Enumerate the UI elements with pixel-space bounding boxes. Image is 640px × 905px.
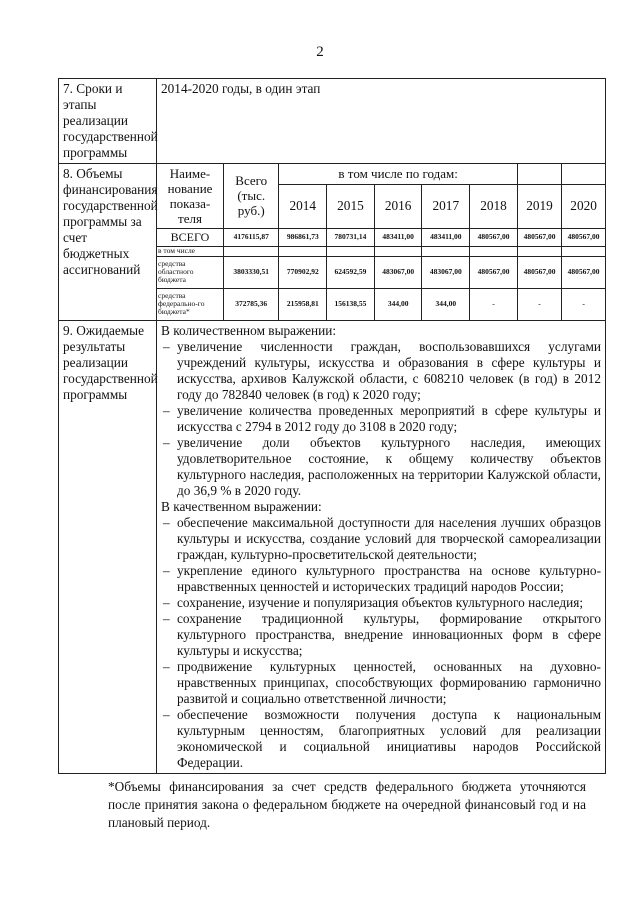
total-cell: 483411,00	[422, 228, 470, 246]
results-content	[157, 321, 606, 774]
list-item: – укрепление единого культурного пространства на основе культурно-нравственных ценностей и исторических традиций народов России;	[161, 563, 601, 595]
total-cell: 4176115,87	[224, 228, 279, 246]
regional-cell: 3803330,51	[224, 256, 279, 288]
federal-cell: 215958,81	[279, 288, 327, 320]
qualitative-heading: В качественном выражении:	[161, 499, 322, 514]
including-row	[157, 246, 605, 256]
regional-cell: 483067,00	[374, 256, 422, 288]
federal-cell: -	[517, 288, 561, 320]
year-header: 2015	[327, 184, 375, 228]
regional-cell: 480567,00	[562, 256, 605, 288]
regional-cell: 483067,00	[422, 256, 470, 288]
federal-cell: -	[470, 288, 518, 320]
list-item: – увеличение доли объектов культурного наследия, имеющих удовлетворительное состояние, к общему количеству объектов культурного наследия, расположенных на территории Калужской области, до 36,9 % в 2020 году.	[161, 435, 601, 499]
terms-row	[59, 79, 606, 164]
year-header: 2018	[470, 184, 518, 228]
list-item: – увеличение численности граждан, воспользовавшихся услугами учреждений культуры, искусства и образования в сфере культуры и искусства, архивов Калужской области, с 608210 человек (в год) в 2012 году до 782840 человек (в год) к 2020 году;	[161, 339, 601, 403]
federal-budget-row	[157, 288, 605, 320]
year-header: 2014	[279, 184, 327, 228]
list-item: – продвижение культурных ценностей, основанных на духовно-нравственных принципах, способствующих формированию гармонично развитой и социально ответственной личности;	[161, 659, 601, 707]
financing-table	[157, 164, 605, 320]
regional-cell: 480567,00	[517, 256, 561, 288]
footnote: *Объемы финансирования за счет средств федерального бюджета уточняются после принятия закона о федеральном бюджете на очередной финансовый год и на плановый период.	[108, 779, 586, 830]
total-cell: 480567,00	[470, 228, 518, 246]
regional-cell: 480567,00	[470, 256, 518, 288]
qualitative-list	[161, 515, 601, 771]
financing-label: 8. Объемы финансирования государственной программы за счет бюджетных ассигнований	[59, 164, 157, 321]
regional-cell: 770902,92	[279, 256, 327, 288]
financing-row	[59, 164, 606, 321]
page-number: 2	[316, 44, 324, 60]
total-cell: 780731,14	[327, 228, 375, 246]
total-label: ВСЕГО	[157, 228, 224, 246]
total-cell: 480567,00	[562, 228, 605, 246]
header-years-caption: в том числе по годам:	[279, 164, 517, 184]
terms-label: 7. Сроки и этапы реализации государственной программы	[59, 79, 157, 164]
year-header: 2019	[517, 184, 561, 228]
results-row	[59, 321, 606, 774]
header-indicator-name: Наиме-нование показа-теля	[157, 164, 224, 228]
federal-cell: 156138,55	[327, 288, 375, 320]
regional-cell: 624592,59	[327, 256, 375, 288]
total-cell: 986861,73	[279, 228, 327, 246]
total-row	[157, 228, 605, 246]
terms-value: 2014-2020 годы, в один этап	[157, 79, 606, 164]
list-item: – сохранение, изучение и популяризация объектов культурного наследия;	[161, 595, 601, 611]
header-total: Всего (тыс. руб.)	[224, 164, 279, 228]
list-item: – обеспечение возможности получения доступа к национальным культурным ценностям, благоприятных условий для реализации экономической и социальной инициативы народов Российской Федерации.	[161, 707, 601, 771]
quantitative-heading: В количественном выражении:	[161, 323, 337, 338]
total-cell: 483411,00	[374, 228, 422, 246]
year-header: 2017	[422, 184, 470, 228]
list-item: – увеличение количества проведенных мероприятий в сфере культуры и искусства с 2794 в 2012 году до 3108 в 2020 году;	[161, 403, 601, 435]
year-header: 2016	[374, 184, 422, 228]
regional-label: средства областного бюджета	[157, 256, 224, 288]
federal-cell: -	[562, 288, 605, 320]
federal-label: средства федерально-го бюджета*	[157, 288, 224, 320]
results-label: 9. Ожидаемые результаты реализации государственной программы	[59, 321, 157, 774]
list-item: – сохранение традиционной культуры, формирование открытого культурного пространства, внедрение инновационных форм в сфере культуры и искусства;	[161, 611, 601, 659]
federal-cell: 344,00	[374, 288, 422, 320]
program-passport-table	[58, 78, 606, 774]
year-header: 2020	[562, 184, 605, 228]
regional-budget-row	[157, 256, 605, 288]
total-cell: 480567,00	[517, 228, 561, 246]
including-label: в том числе	[157, 246, 224, 256]
list-item: – обеспечение максимальной доступности для населения лучших образцов культуры и искусства, создание условий для творческой самореализации граждан, культурно-просветительской деятельности;	[161, 515, 601, 563]
quantitative-list	[161, 339, 601, 499]
federal-cell: 372785,36	[224, 288, 279, 320]
federal-cell: 344,00	[422, 288, 470, 320]
